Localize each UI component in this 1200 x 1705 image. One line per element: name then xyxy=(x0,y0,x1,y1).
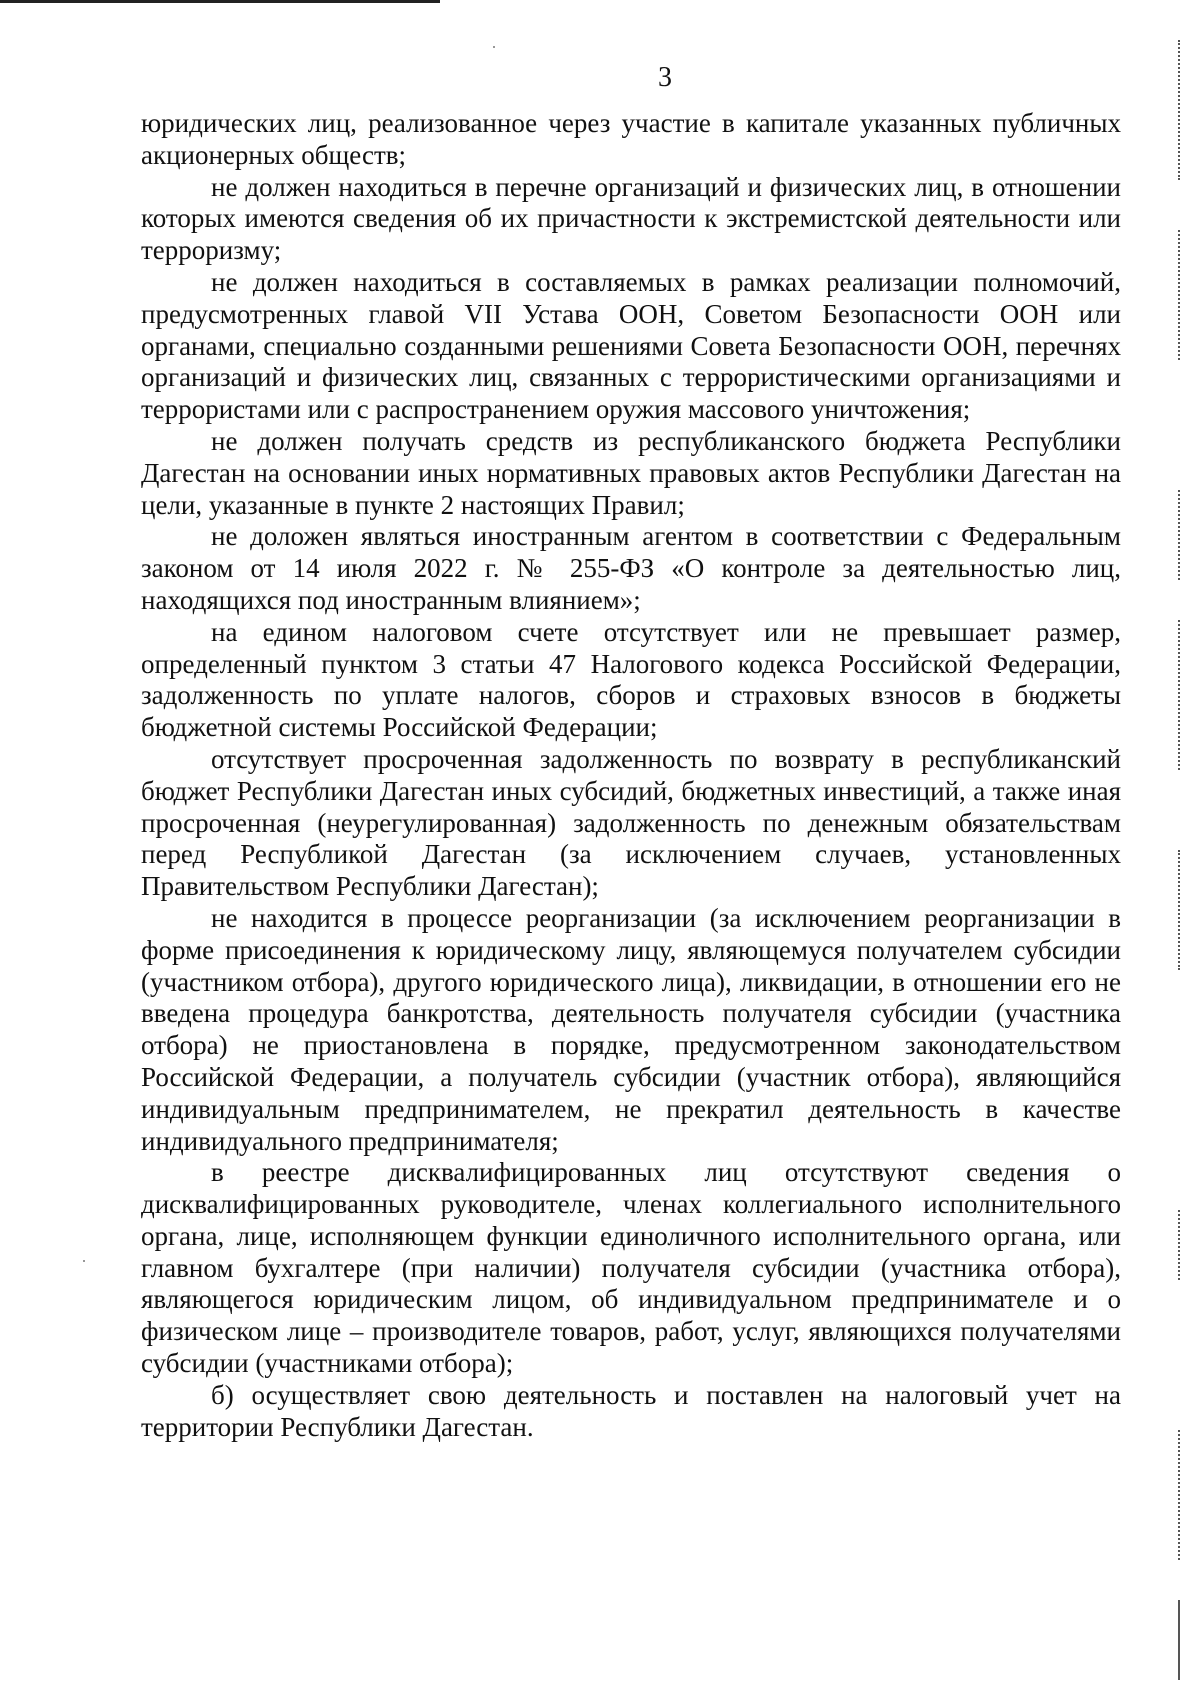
paragraph: отсутствует просроченная задолженность по возврату в республиканский бюджет Республики Дагестан иных субсидий, бюджетных инвестиций, а также иная просроченная (неурегулированная) задолженность по денежным обязательствам перед Республикой Дагестан (за исключением случаев, установленных Правительством Республики Дагестан); xyxy=(141,743,1121,902)
scan-speck xyxy=(493,46,495,48)
scan-edge-mark xyxy=(1178,1430,1182,1560)
paragraph: на едином налоговом счете отсутствует или не превышает размер, определенный пунктом 3 статьи 47 Налогового кодекса Российской Федерации, задолженность по уплате налогов, сборов и страховых взносов в бюджеты бюджетной системы Российской Федерации; xyxy=(141,616,1121,743)
scan-speck xyxy=(83,1260,85,1262)
scan-edge-mark xyxy=(1178,620,1182,770)
page-number: 3 xyxy=(658,62,672,93)
scan-edge-mark xyxy=(1178,1210,1182,1280)
scan-edge-mark xyxy=(1178,850,1182,970)
scan-edge-mark xyxy=(1178,1600,1182,1680)
paragraph: не находится в процессе реорганизации (за исключением реорганизации в форме присоединения к юридическому лицу, являющемуся получателем субсидии (участником отбора), другого юридического лица), ликвидации, в отношении его не введена процедура банкротства, деятельность получателя субсидии (участника отбора) не приостановлена в порядке, предусмотренном законодательством Российской Федерации, а получатель субсидии (участник отбора), являющийся индивидуальным предпринимателем, не прекратил деятельность в качестве индивидуального предпринимателя; xyxy=(141,902,1121,1156)
paragraph: не должен получать средств из республиканского бюджета Республики Дагестан на основании иных нормативных правовых актов Республики Дагестан на цели, указанные в пункте 2 настоящих Правил; xyxy=(141,425,1121,520)
scan-edge-mark xyxy=(1178,40,1182,180)
scan-edge-mark xyxy=(1178,230,1182,360)
paragraph: не должен находиться в составляемых в рамках реализации полномочий, предусмотренных главой VII Устава ООН, Советом Безопасности ООН или органами, специально созданными решениями Совета Безопасности ООН, перечнях организаций и физических лиц, связанных с террористическими организациями и террористами или с распространением оружия массового уничтожения; xyxy=(141,266,1121,425)
paragraph: не должен находиться в перечне организаций и физических лиц, в отношении которых имеются сведения об их причастности к экстремистской деятельности или терроризму; xyxy=(141,171,1121,266)
paragraph: юридических лиц, реализованное через участие в капитале указанных публичных акционерных обществ; xyxy=(141,108,1121,170)
paragraph: в реестре дисквалифицированных лиц отсутствуют сведения о дисквалифицированных руководителе, членах коллегиального исполнительного органа, лице, исполняющем функции единоличного исполнительного органа, или главном бухгалтере (при наличии) получателя субсидии (участника отбора), являющегося юридическим лицом, об индивидуальном предпринимателе и о физическом лице – производителе товаров, работ, услуг, являющихся получателями субсидии (участниками отбора); xyxy=(141,1157,1121,1379)
scan-artifact-line xyxy=(0,0,440,3)
scan-edge-mark xyxy=(1178,490,1182,580)
paragraph: не доложен являться иностранным агентом в соответствии с Федеральным законом от 14 июля 2022 г. № 255-ФЗ «О контроле за деятельностью лиц, находящихся под иностранным влиянием»; xyxy=(141,521,1121,615)
paragraph: б) осуществляет свою деятельность и поставлен на налоговый учет на территории Республики Дагестан. xyxy=(141,1379,1121,1442)
document-body xyxy=(141,108,1121,1443)
